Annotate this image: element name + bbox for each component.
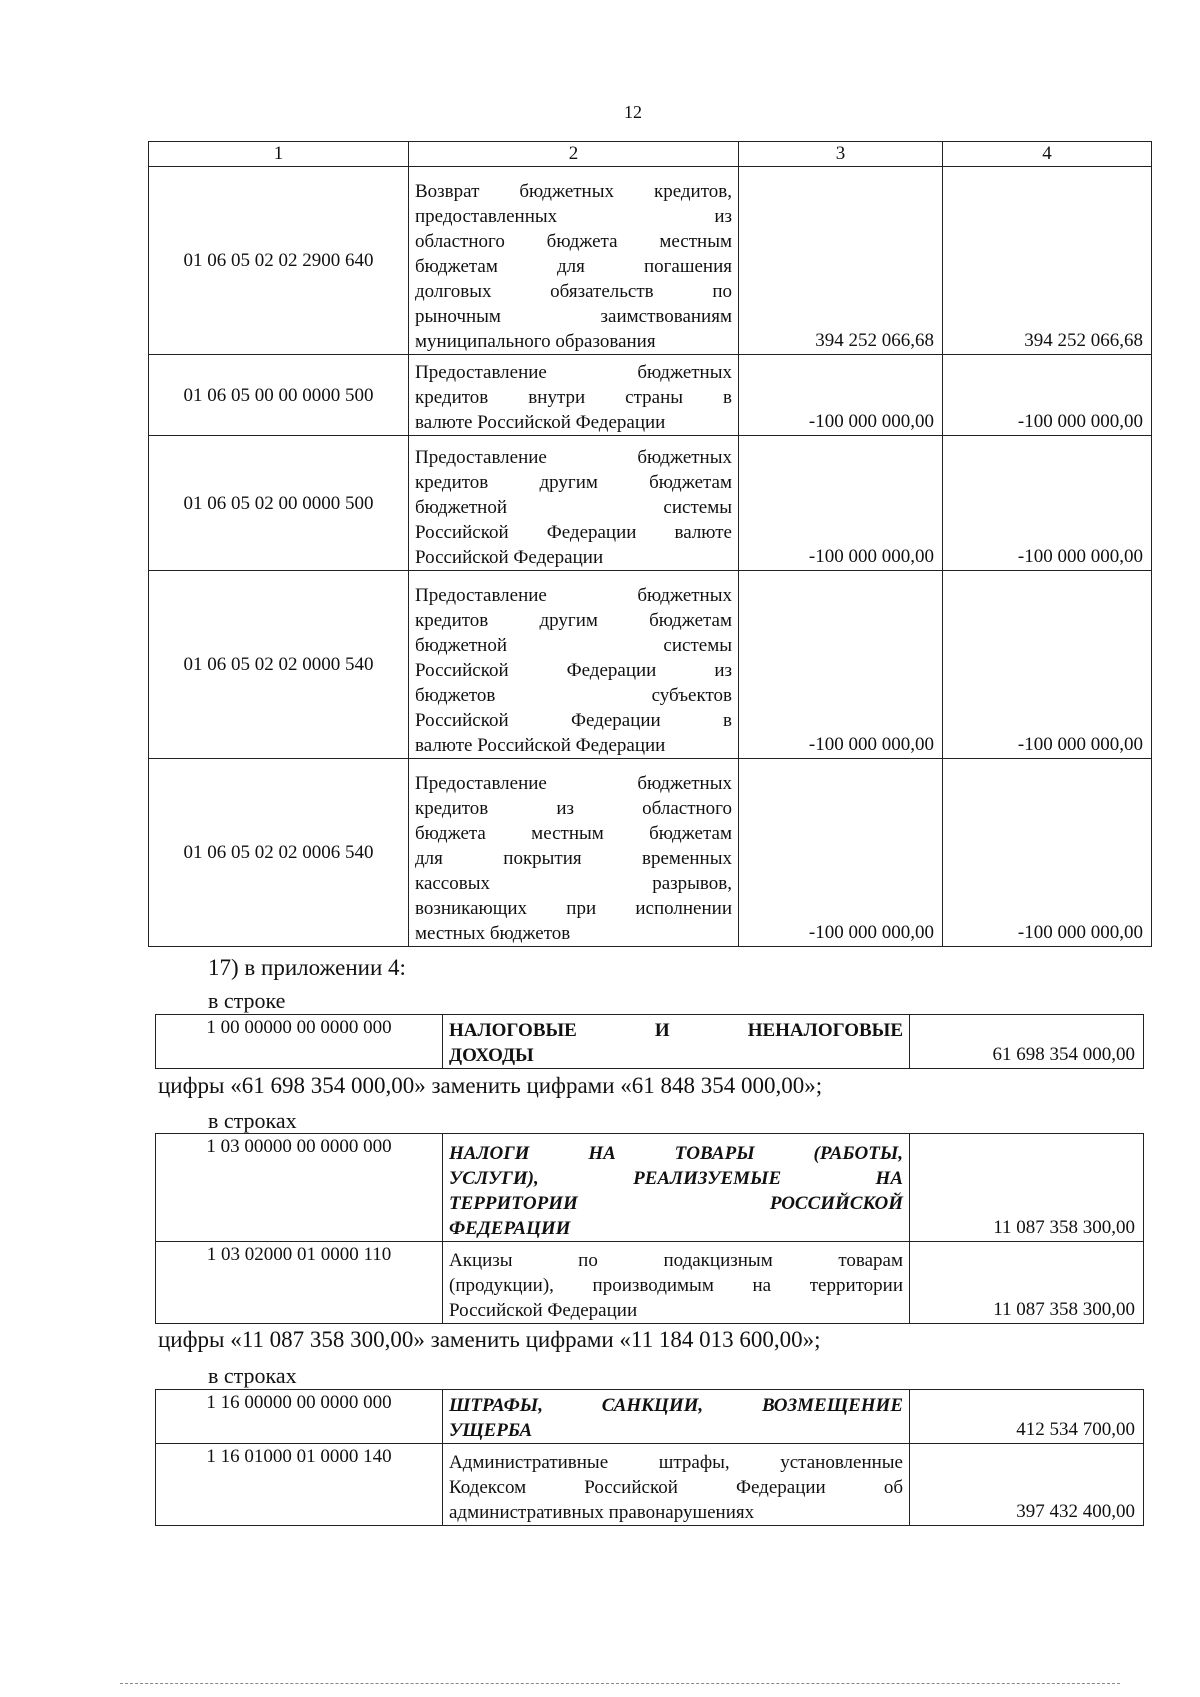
replace-instruction: цифры «61 698 354 000,00» заменить цифрами «61 848 354 000,00»; xyxy=(158,1073,823,1098)
row-code: 1 03 02000 01 0000 110 xyxy=(156,1242,443,1324)
row-description: Предоставление бюджетных кредитов внутри страны в валюте Российской Федерации xyxy=(409,355,739,436)
row-description: Акцизы по подакцизным товарам (продукции), производимым на территории Российской Федерации xyxy=(443,1242,910,1324)
row-description: НАЛОГИ НА ТОВАРЫ (РАБОТЫ, УСЛУГИ), РЕАЛИЗУЕМЫЕ НА ТЕРРИТОРИИ РОССИЙСКОЙ ФЕДЕРАЦИИ xyxy=(443,1134,910,1242)
row-value-col3: -100 000 000,00 xyxy=(739,355,943,436)
row-description: Предоставление бюджетных кредитов из областного бюджета местным бюджетам для покрытия временных кассовых разрывов, возникающих при исполнении местных бюджетов xyxy=(409,759,739,947)
replace-instruction: цифры «11 087 358 300,00» заменить цифрами «11 184 013 600,00»; xyxy=(158,1327,821,1352)
table-header-row xyxy=(149,142,1152,167)
row-value: 11 087 358 300,00 xyxy=(910,1134,1144,1242)
column-header: 4 xyxy=(943,142,1152,167)
row-description: НАЛОГОВЫЕ И НЕНАЛОГОВЫЕ ДОХОДЫ xyxy=(443,1015,910,1069)
row-code: 01 06 05 00 00 0000 500 xyxy=(149,355,409,436)
section-heading: 17) в приложении 4: xyxy=(208,955,406,980)
row-value-col3: -100 000 000,00 xyxy=(739,759,943,947)
row-code: 01 06 05 02 00 0000 500 xyxy=(149,436,409,571)
column-header: 1 xyxy=(149,142,409,167)
row-value-col4: -100 000 000,00 xyxy=(943,571,1152,759)
row-value: 397 432 400,00 xyxy=(910,1444,1144,1526)
scan-artifact-line xyxy=(120,1683,1120,1684)
row-description: ШТРАФЫ, САНКЦИИ, ВОЗМЕЩЕНИЕ УЩЕРБА xyxy=(443,1390,910,1444)
table-row xyxy=(149,436,1152,571)
in-rows-label: в строках xyxy=(208,1363,297,1388)
table-row xyxy=(149,167,1152,355)
row-code: 01 06 05 02 02 0006 540 xyxy=(149,759,409,947)
row-value-col4: -100 000 000,00 xyxy=(943,759,1152,947)
sources-table xyxy=(148,141,1152,947)
row-value-col3: 394 252 066,68 xyxy=(739,167,943,355)
row-value: 412 534 700,00 xyxy=(910,1390,1144,1444)
row-value: 61 698 354 000,00 xyxy=(910,1015,1144,1069)
row-value-col3: -100 000 000,00 xyxy=(739,436,943,571)
income-table-row xyxy=(155,1014,1144,1069)
row-value-col4: -100 000 000,00 xyxy=(943,355,1152,436)
row-description: Предоставление бюджетных кредитов другим бюджетам бюджетной системы Российской Федерации валюте Российской Федерации xyxy=(409,436,739,571)
row-value-col3: -100 000 000,00 xyxy=(739,571,943,759)
table-row xyxy=(149,355,1152,436)
row-code: 1 00 00000 00 0000 000 xyxy=(156,1015,443,1069)
in-rows-label: в строках xyxy=(208,1108,297,1133)
table-row xyxy=(156,1242,1144,1324)
column-header: 3 xyxy=(739,142,943,167)
row-code: 1 16 00000 00 0000 000 xyxy=(156,1390,443,1444)
table-row xyxy=(149,759,1152,947)
page-number: 12 xyxy=(624,102,642,122)
table-row xyxy=(149,571,1152,759)
fines-table-rows xyxy=(155,1389,1144,1526)
in-row-label: в строке xyxy=(208,988,286,1013)
row-description: Возврат бюджетных кредитов, предоставленных из областного бюджета местным бюджетам для погашения долговых обязательств по рыночным заимствованиям муниципального образования xyxy=(409,167,739,355)
row-code: 01 06 05 02 02 0000 540 xyxy=(149,571,409,759)
row-description: Административные штрафы, установленные Кодексом Российской Федерации об административных правонарушениях xyxy=(443,1444,910,1526)
table-row xyxy=(156,1444,1144,1526)
table-row xyxy=(156,1134,1144,1242)
table-row xyxy=(156,1015,1144,1069)
row-code: 01 06 05 02 02 2900 640 xyxy=(149,167,409,355)
row-description: Предоставление бюджетных кредитов другим бюджетам бюджетной системы Российской Федерации из бюджетов субъектов Российской Федерации в валюте Российской Федерации xyxy=(409,571,739,759)
row-value-col4: -100 000 000,00 xyxy=(943,436,1152,571)
income-table-rows xyxy=(155,1133,1144,1324)
table-row xyxy=(156,1390,1144,1444)
row-value-col4: 394 252 066,68 xyxy=(943,167,1152,355)
column-header: 2 xyxy=(409,142,739,167)
row-code: 1 03 00000 00 0000 000 xyxy=(156,1134,443,1242)
row-code: 1 16 01000 01 0000 140 xyxy=(156,1444,443,1526)
row-value: 11 087 358 300,00 xyxy=(910,1242,1144,1324)
